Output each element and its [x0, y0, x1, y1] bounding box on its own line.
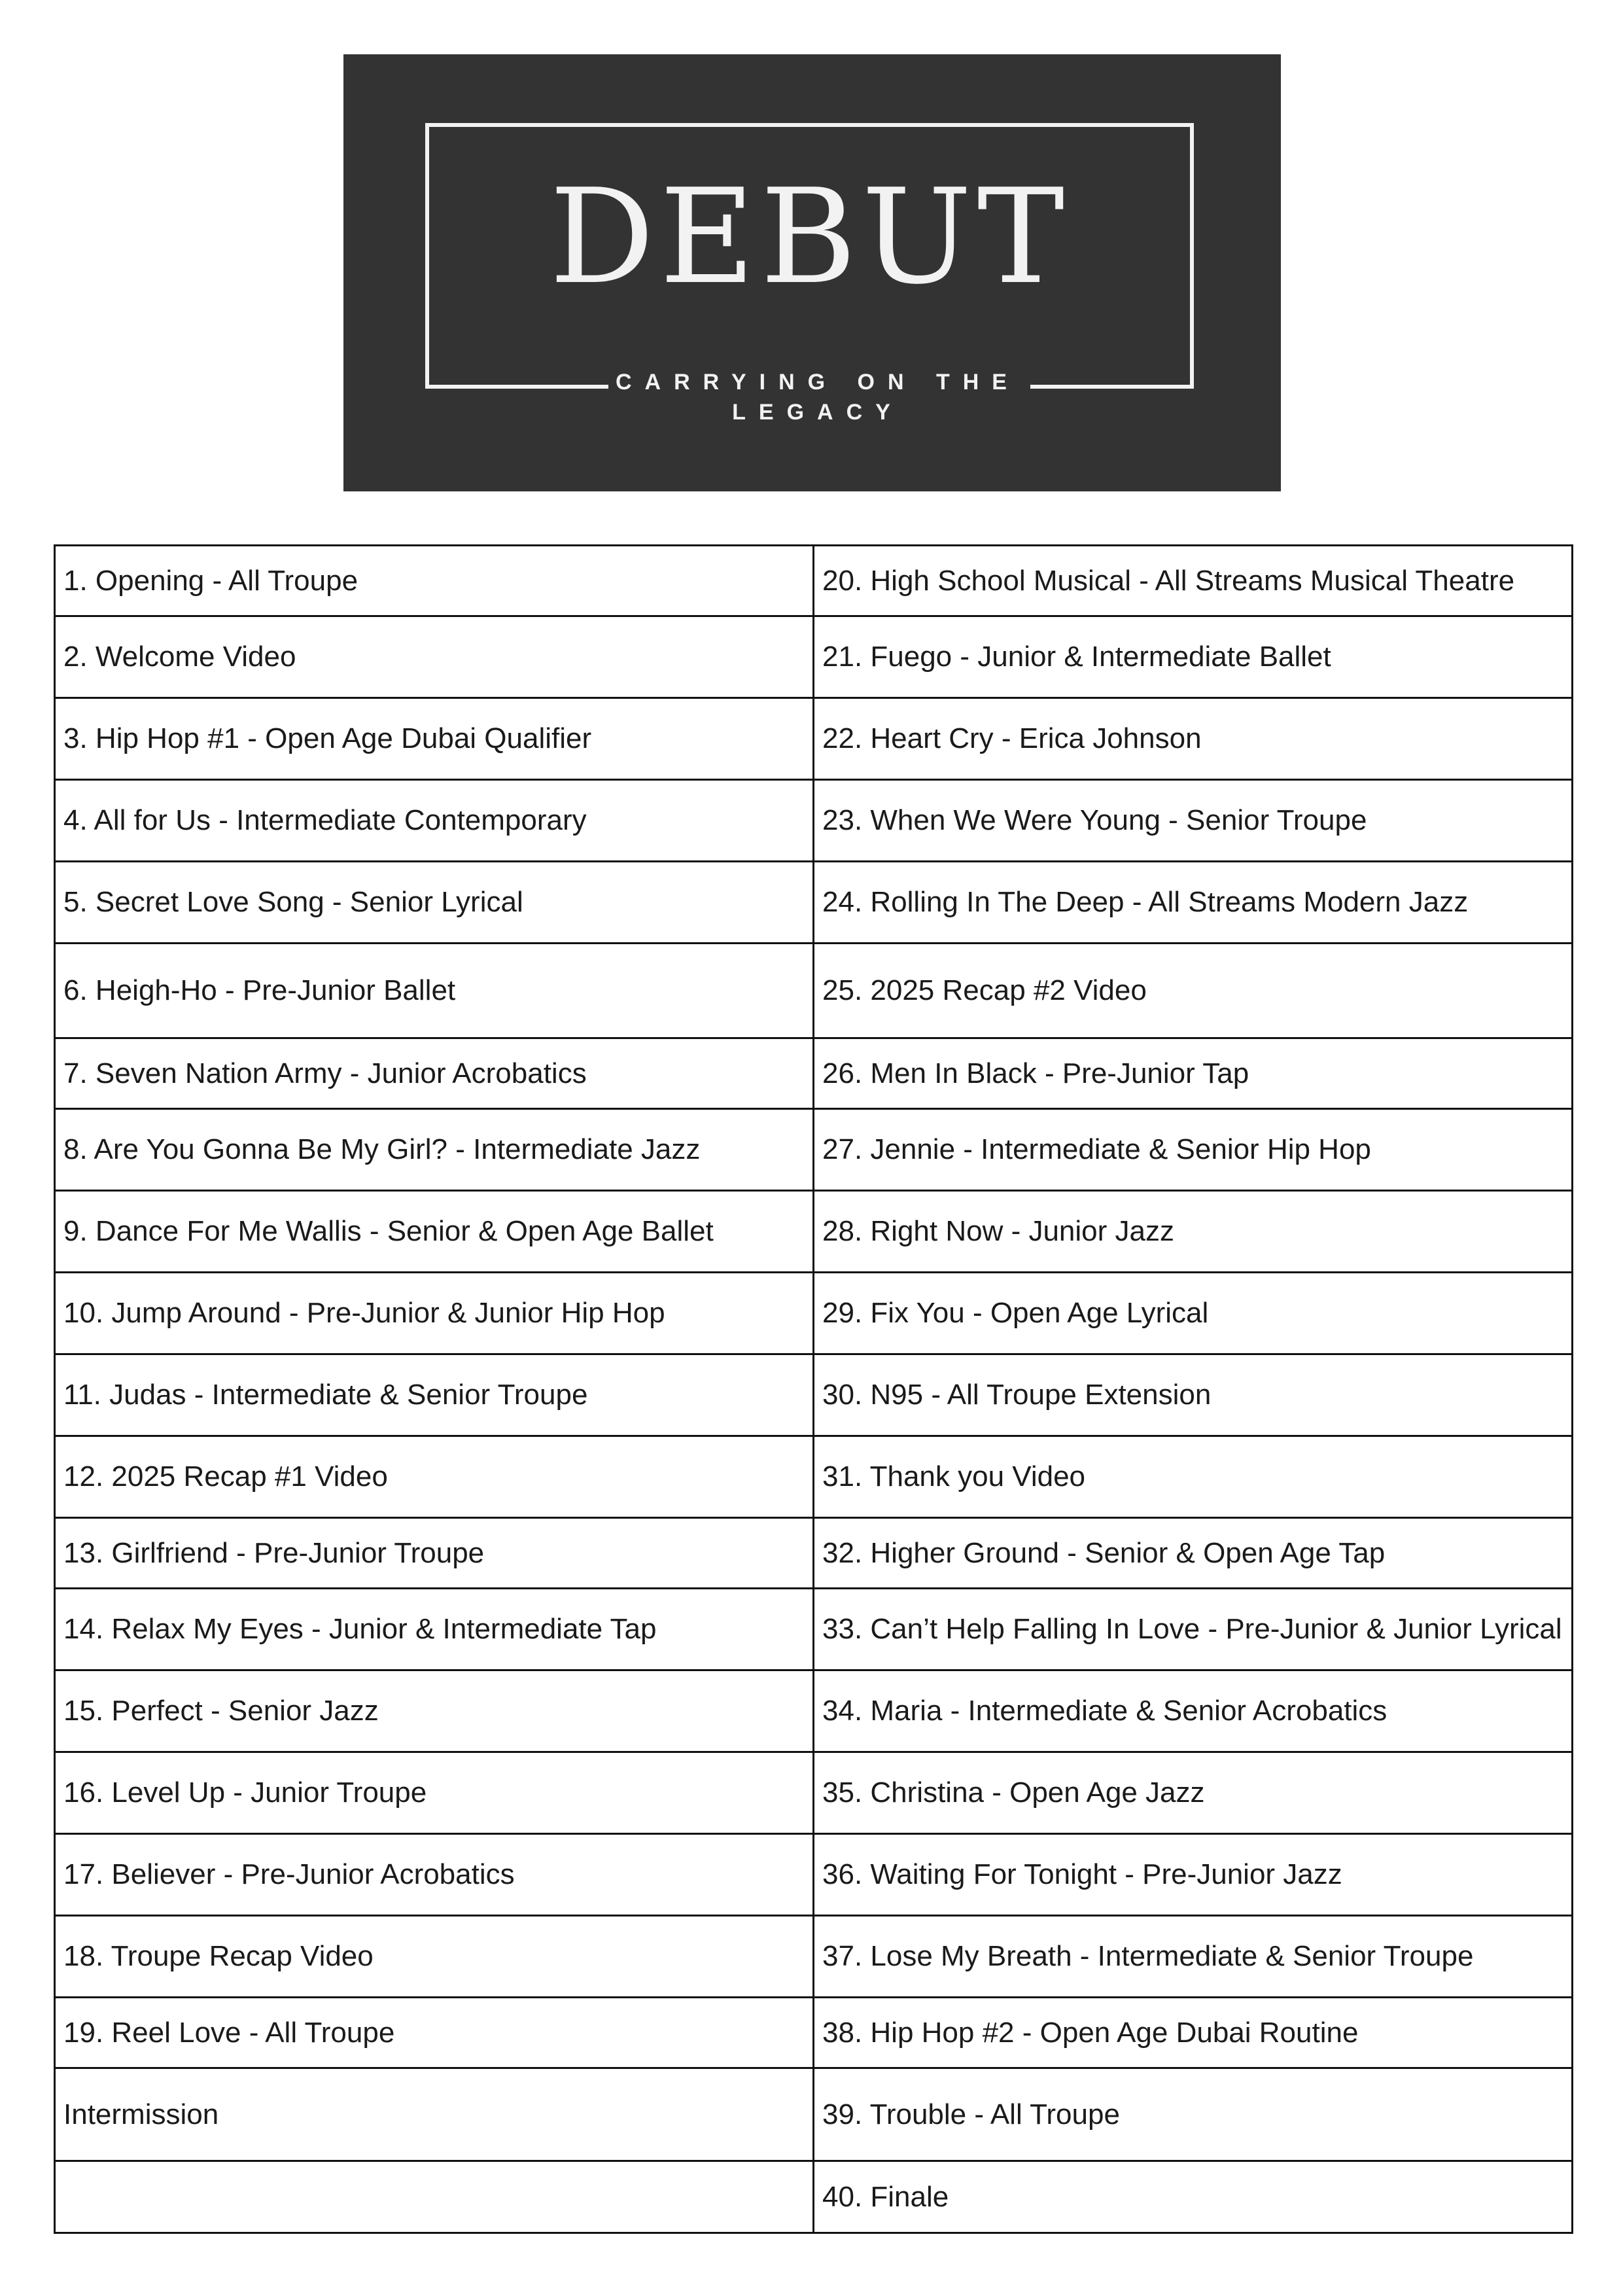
program-row	[55, 1436, 1573, 1518]
program-row	[55, 862, 1573, 944]
program-item-left: 18. Troupe Recap Video	[55, 1916, 814, 1998]
logo-frame-top-line	[425, 123, 1194, 127]
program-row	[55, 1834, 1573, 1916]
program-item-left	[55, 2161, 814, 2233]
program-row	[55, 1191, 1573, 1273]
logo-frame-bottom-right-line	[1030, 385, 1194, 389]
program-row	[55, 698, 1573, 780]
program-item-right: 35. Christina - Open Age Jazz	[814, 1752, 1573, 1834]
logo-tagline-line-1: CARRYING ON THE	[616, 370, 1020, 395]
program-item-left: 13. Girlfriend - Pre-Junior Troupe	[55, 1518, 814, 1589]
program-item-left: 11. Judas - Intermediate & Senior Troupe	[55, 1354, 814, 1436]
program-item-left: 16. Level Up - Junior Troupe	[55, 1752, 814, 1834]
program-item-right: 21. Fuego - Junior & Intermediate Ballet	[814, 616, 1573, 698]
program-item-left: 14. Relax My Eyes - Junior & Intermediate Tap	[55, 1589, 814, 1670]
program-row	[55, 1752, 1573, 1834]
program-item-left: 5. Secret Love Song - Senior Lyrical	[55, 862, 814, 944]
program-row	[55, 780, 1573, 862]
program-row	[55, 1038, 1573, 1109]
program-item-left: 8. Are You Gonna Be My Girl? - Intermediate Jazz	[55, 1109, 814, 1191]
logo-frame-bottom-left-line	[425, 385, 608, 389]
program-item-left: 19. Reel Love - All Troupe	[55, 1998, 814, 2068]
program-item-right: 33. Can’t Help Falling In Love - Pre-Junior & Junior Lyrical	[814, 1589, 1573, 1670]
program-item-left: 2. Welcome Video	[55, 616, 814, 698]
program-item-right: 22. Heart Cry - Erica Johnson	[814, 698, 1573, 780]
program-item-right: 34. Maria - Intermediate & Senior Acrobatics	[814, 1670, 1573, 1752]
program-item-left: 17. Believer - Pre-Junior Acrobatics	[55, 1834, 814, 1916]
program-item-right: 20. High School Musical - All Streams Musical Theatre	[814, 546, 1573, 616]
program-item-left: 6. Heigh-Ho - Pre-Junior Ballet	[55, 944, 814, 1038]
program-item-right: 26. Men In Black - Pre-Junior Tap	[814, 1038, 1573, 1109]
program-row	[55, 1518, 1573, 1589]
logo-tagline-line-2: LEGACY	[732, 400, 903, 425]
program-item-left: 9. Dance For Me Wallis - Senior & Open Age Ballet	[55, 1191, 814, 1273]
program-item-right: 31. Thank you Video	[814, 1436, 1573, 1518]
program-item-right: 38. Hip Hop #2 - Open Age Dubai Routine	[814, 1998, 1573, 2068]
program-item-right: 24. Rolling In The Deep - All Streams Modern Jazz	[814, 862, 1573, 944]
program-item-right: 40. Finale	[814, 2161, 1573, 2233]
program-row	[55, 1916, 1573, 1998]
program-item-right: 25. 2025 Recap #2 Video	[814, 944, 1573, 1038]
program-table-body	[55, 546, 1573, 2233]
program-row	[55, 1273, 1573, 1354]
program-item-right: 36. Waiting For Tonight - Pre-Junior Jazz	[814, 1834, 1573, 1916]
program-item-left: 4. All for Us - Intermediate Contemporary	[55, 780, 814, 862]
program-item-right: 30. N95 - All Troupe Extension	[814, 1354, 1573, 1436]
logo-tagline	[589, 367, 1047, 427]
program-row	[55, 616, 1573, 698]
program-row	[55, 1354, 1573, 1436]
program-row	[55, 2068, 1573, 2161]
program-row	[55, 546, 1573, 616]
program-item-left: 3. Hip Hop #1 - Open Age Dubai Qualifier	[55, 698, 814, 780]
program-row	[55, 1998, 1573, 2068]
program-row	[55, 2161, 1573, 2233]
program-row	[55, 1589, 1573, 1670]
program-item-right: 37. Lose My Breath - Intermediate & Senior Troupe	[814, 1916, 1573, 1998]
debut-logo-banner	[343, 54, 1281, 491]
program-item-left: Intermission	[55, 2068, 814, 2161]
program-item-right: 32. Higher Ground - Senior & Open Age Tap	[814, 1518, 1573, 1589]
program-item-left: 15. Perfect - Senior Jazz	[55, 1670, 814, 1752]
program-item-right: 39. Trouble - All Troupe	[814, 2068, 1573, 2161]
program-item-right: 27. Jennie - Intermediate & Senior Hip Hop	[814, 1109, 1573, 1191]
program-row	[55, 1670, 1573, 1752]
program-item-right: 28. Right Now - Junior Jazz	[814, 1191, 1573, 1273]
program-running-order-table	[54, 544, 1573, 2234]
program-item-left: 12. 2025 Recap #1 Video	[55, 1436, 814, 1518]
logo-title: DEBUT	[549, 161, 1070, 313]
program-item-right: 23. When We Were Young - Senior Troupe	[814, 780, 1573, 862]
program-item-left: 7. Seven Nation Army - Junior Acrobatics	[55, 1038, 814, 1109]
program-row	[55, 944, 1573, 1038]
program-item-left: 10. Jump Around - Pre-Junior & Junior Hip Hop	[55, 1273, 814, 1354]
program-row	[55, 1109, 1573, 1191]
program-item-right: 29. Fix You - Open Age Lyrical	[814, 1273, 1573, 1354]
program-item-left: 1. Opening - All Troupe	[55, 546, 814, 616]
